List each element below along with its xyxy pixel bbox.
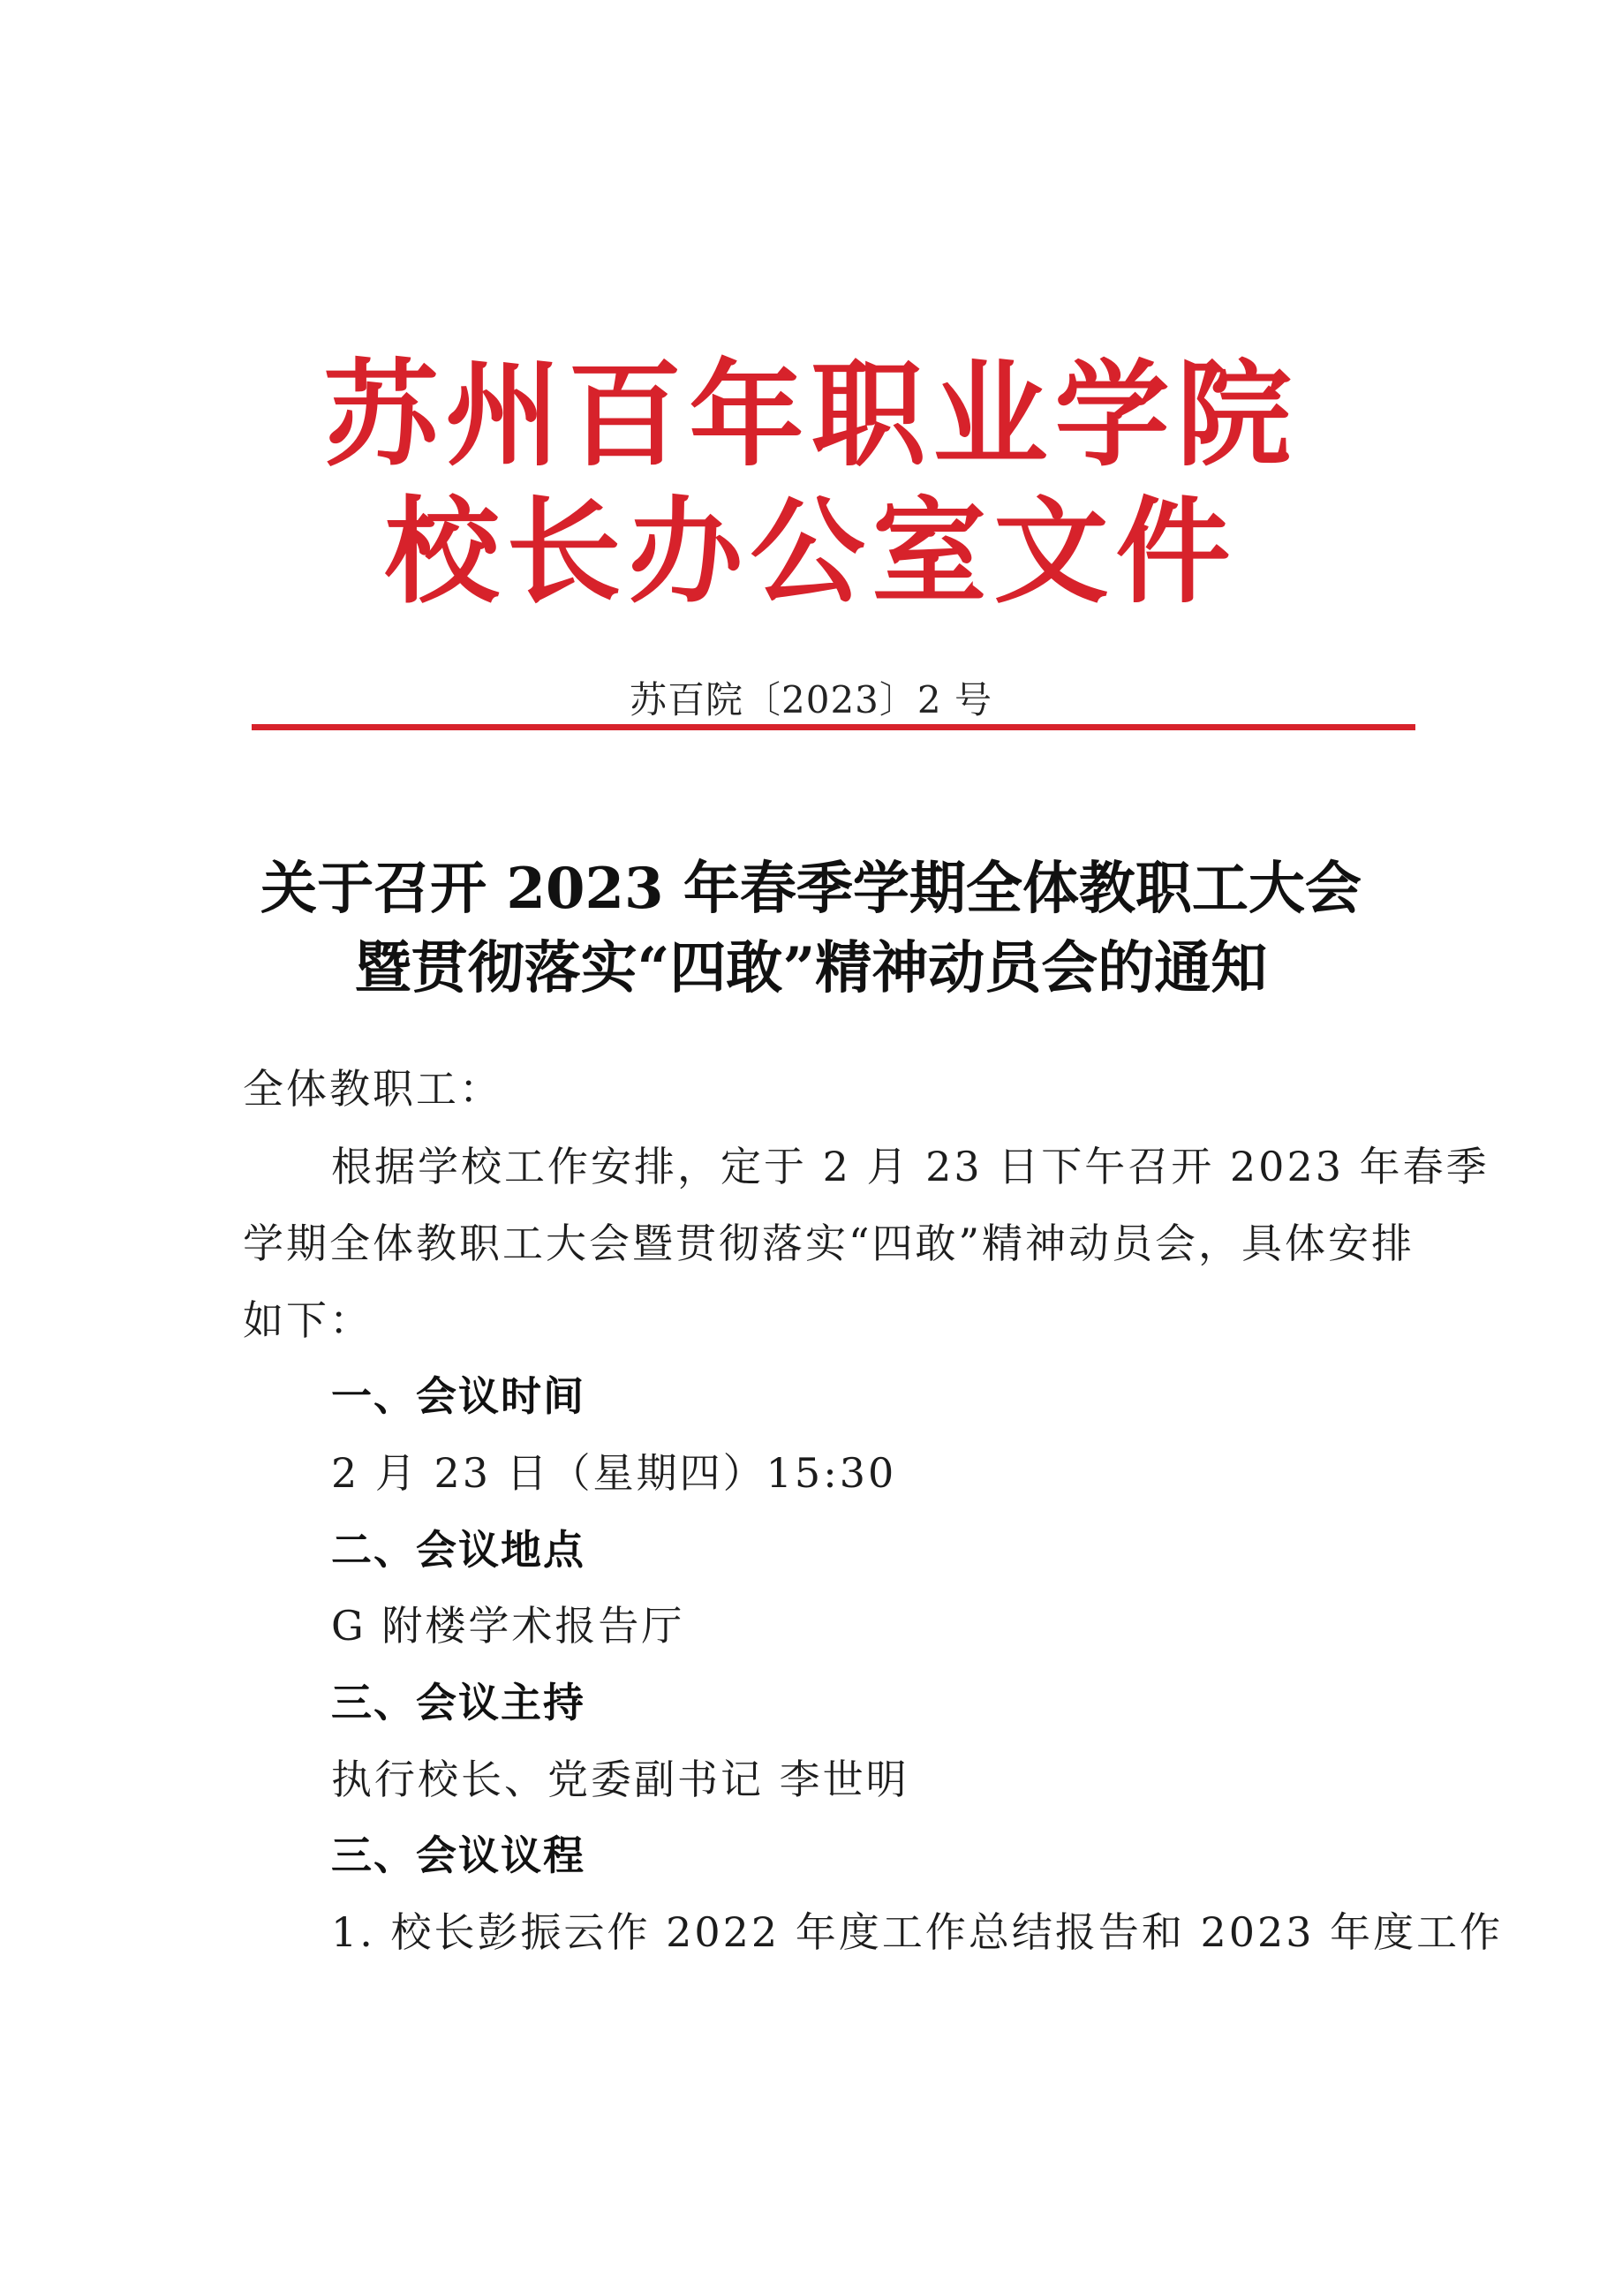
- salutation: 全体教职工：: [243, 1065, 502, 1113]
- issuer-title-line2: 校长办公室文件: [384, 485, 1238, 619]
- paragraph-line-1: 根据学校工作安排，定于 2 月 23 日下午召开 2023 年春季: [331, 1143, 1490, 1190]
- paragraph-line-2: 学期全体教职工大会暨贯彻落实“四敢”精神动员会，具体安排: [243, 1220, 1415, 1267]
- section-value-time: 2 月 23 日（星期四）15:30: [331, 1449, 897, 1497]
- red-divider-rule: [252, 724, 1415, 730]
- paragraph-line-3: 如下：: [243, 1296, 373, 1344]
- notice-title-line1: 关于召开 2023 年春季学期全体教职工大会: [260, 856, 1362, 922]
- section-heading-host: 三、会议主持: [331, 1679, 585, 1726]
- notice-title-line2: 暨贯彻落实“四敢”精神动员会的通知: [354, 935, 1268, 1001]
- document-number: 苏百院〔2023〕2 号: [630, 678, 992, 721]
- section-heading-agenda: 三、会议议程: [331, 1832, 585, 1879]
- agenda-item-1: 1. 校长彭振云作 2022 年度工作总结报告和 2023 年度工作: [331, 1908, 1504, 1956]
- section-heading-location: 二、会议地点: [331, 1526, 585, 1574]
- issuer-title-line1: 苏州百年职业学院: [323, 348, 1299, 482]
- section-value-location: G 附楼学术报告厅: [331, 1602, 685, 1650]
- section-value-host: 执行校长、党委副书记 李世明: [331, 1756, 909, 1803]
- section-heading-time: 一、会议时间: [331, 1372, 585, 1420]
